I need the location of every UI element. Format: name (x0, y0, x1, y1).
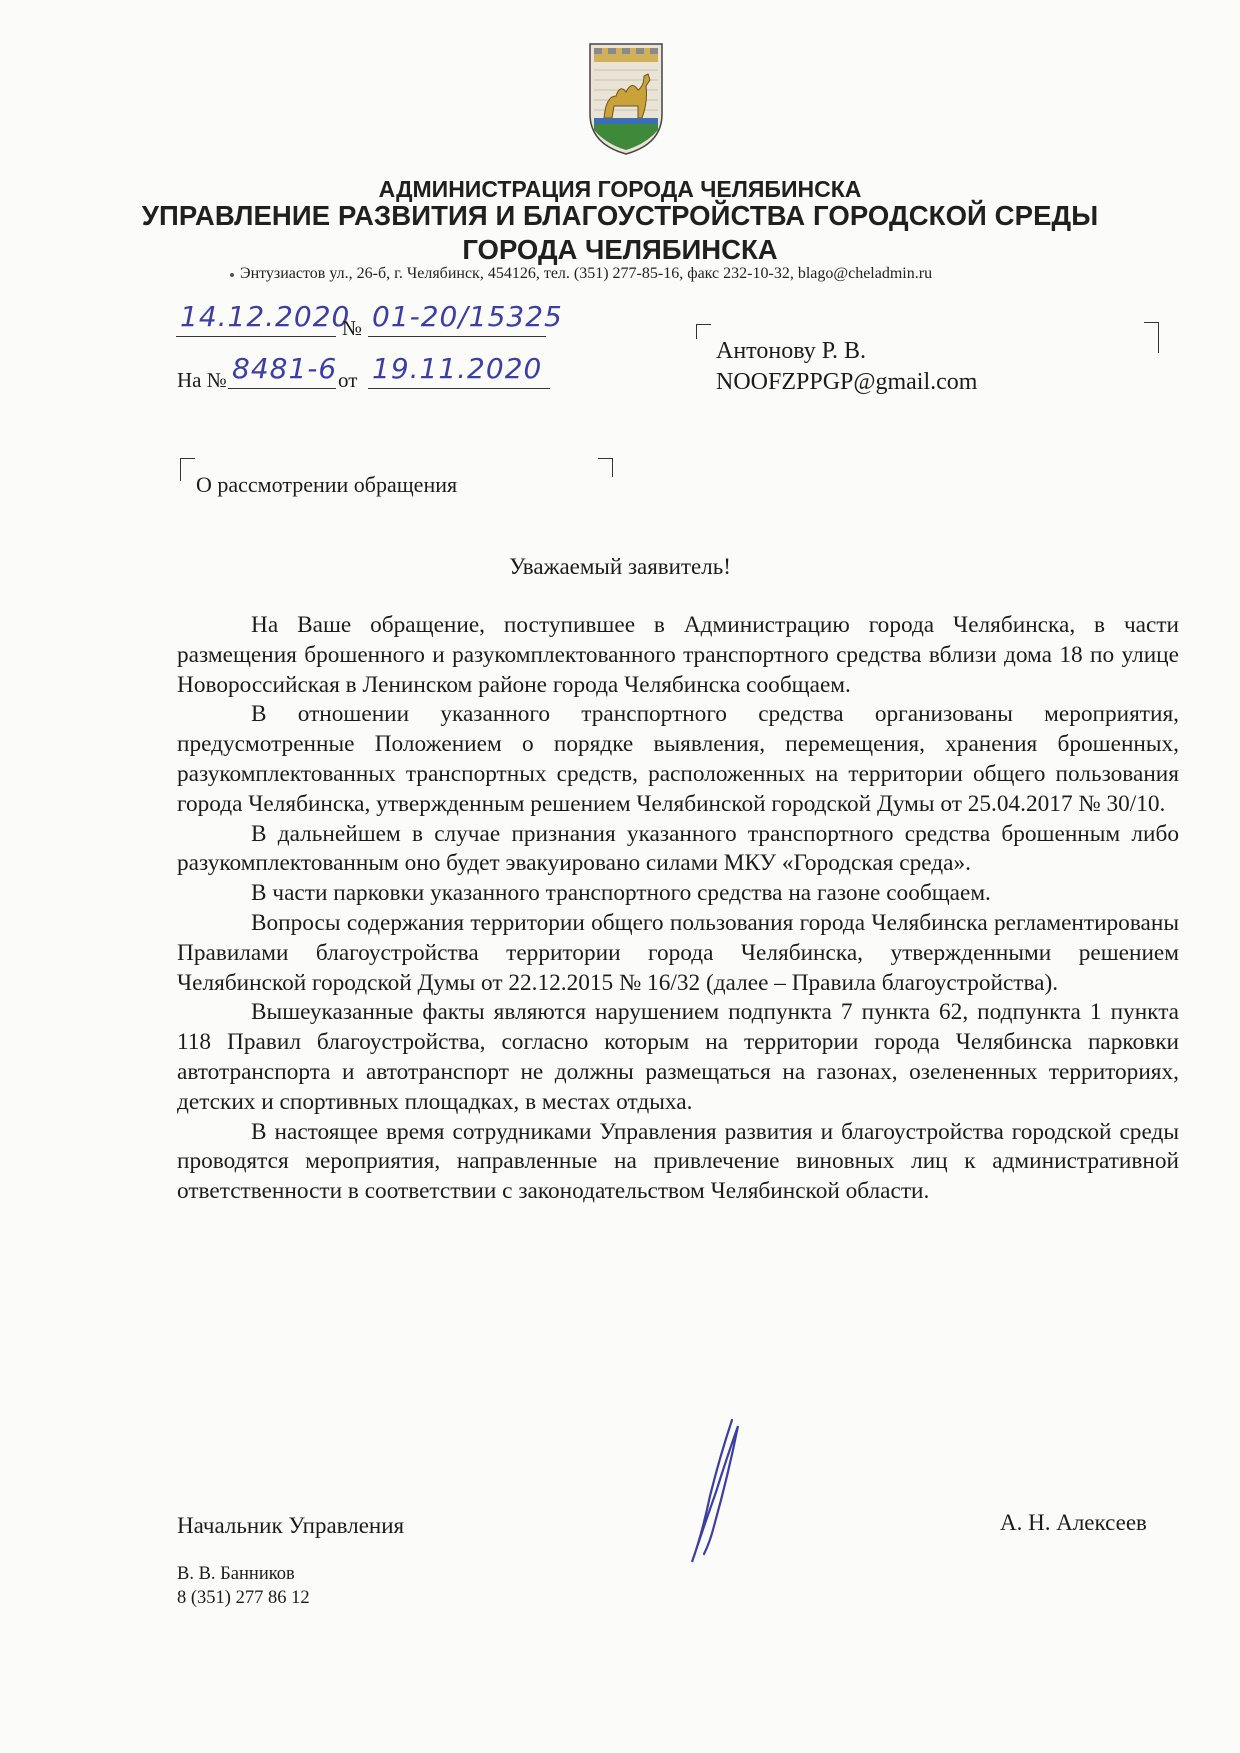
recipient-bracket-right (1144, 322, 1159, 353)
subject-bracket-right (598, 458, 613, 477)
number-label: № (342, 316, 363, 340)
body-paragraph: В настоящее время сотрудниками Управления развития и благоустройства городской среды проводятся мероприятия, направленные на привлечение виновных лиц к административной ответственности в соответствии с законодательством Челябинской области. (177, 1118, 1179, 1205)
ref-number-underline (228, 388, 336, 389)
executor-name: В. В. Банников (177, 1564, 295, 1584)
body-paragraph: Вышеуказанные факты являются нарушением подпункта 7 пункта 62, подпункта 1 пункта 118 Правил благоустройства, согласно которым на территории города Челябинска парковки автотранспорта и автотранспорт не должны размещаться на газонах, озелененных территориях, детских и спортивных площадках, в местах отдыха. (177, 999, 1179, 1115)
reference-number-label: На № (177, 368, 227, 392)
bullet-dot (230, 273, 234, 277)
body-paragraph: В отношении указанного транспортного средства организованы мероприятия, предусмотренные Положением о порядке выявления, перемещения, хранения брошенных, разукомплектованных транспортных средств, расположенных на территории общего пользования города Челябинска, утвержденным решением Челябинской городской Думы от 25.04.2017 № 30/10. (177, 701, 1179, 817)
recipient-email: NOOFZPPGP@gmail.com (716, 369, 978, 395)
handwritten-signature (680, 1416, 750, 1566)
letter-subject: О рассмотрении обращения (196, 472, 458, 497)
department-title-line1: УПРАВЛЕНИЕ РАЗВИТИЯ И БЛАГОУСТРОЙСТВА ГОРОДСКОЙ СРЕДЫ (141, 200, 1099, 231)
executor-info (177, 1562, 310, 1610)
organization-title: АДМИНИСТРАЦИЯ ГОРОДА ЧЕЛЯБИНСКА (378, 176, 862, 202)
ref-date-underline (368, 388, 550, 389)
subject-bracket-left (180, 458, 195, 481)
recipient-bracket-left (696, 324, 711, 339)
reference-from-label: от (338, 368, 358, 392)
letter-body (177, 611, 1179, 1207)
reference-date: 19.11.2020 (372, 352, 543, 385)
body-paragraph: Вопросы содержания территории общего пользования города Челябинска регламентированы Правилами благоустройства территории города Челябинска, утвержденными решением Челябинской городской Думы от 22.12.2015 № 16/32 (далее – Правила благоустройства). (177, 909, 1179, 996)
outgoing-number: 01-20/15325 (372, 300, 563, 333)
department-title-line2: ГОРОДА ЧЕЛЯБИНСКА (462, 234, 778, 265)
chelyabinsk-coat-of-arms-icon (586, 40, 666, 158)
executor-phone: 8 (351) 277 86 12 (177, 1588, 310, 1608)
outgoing-date: 14.12.2020 (180, 300, 351, 333)
number-underline (368, 336, 546, 337)
signatory-name: А. Н. Алексеев (1000, 1510, 1147, 1535)
body-paragraph: На Ваше обращение, поступившее в Администрацию города Челябинска, в части размещения брошенного и разукомплектованного транспортного средства вблизи дома 18 по улице Новороссийская в Ленинском районе города Челябинска сообщаем. (177, 612, 1179, 698)
reference-number: 8481-6 (232, 352, 338, 385)
signatory-title: Начальник Управления (177, 1513, 405, 1538)
body-paragraph: В части парковки указанного транспортного средства на газоне сообщаем. (251, 880, 991, 907)
body-paragraph: В дальнейшем в случае признания указанного транспортного средства брошенным либо разукомплектованным оно будет эвакуировано силами МКУ «Городская среда». (177, 820, 1179, 877)
contact-address: Энтузиастов ул., 26-б, г. Челябинск, 454126, тел. (351) 277-85-16, факс 232-10-32, blago@cheladmin.ru (240, 265, 933, 282)
recipient-name: Антонову Р. В. (716, 338, 867, 364)
greeting: Уважаемый заявитель! (509, 554, 731, 579)
date-underline (176, 336, 336, 337)
